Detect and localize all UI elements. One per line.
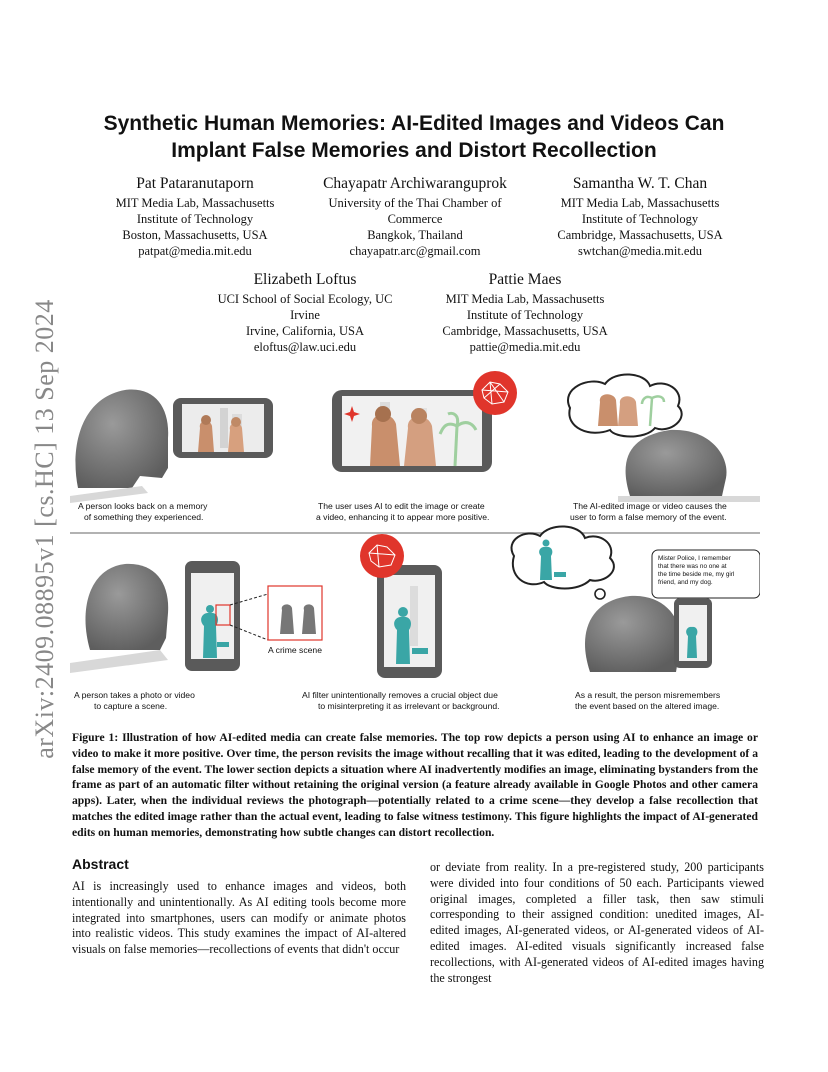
- abstract-right-column: or deviate from reality. In a pre-registered study, 200 participants were divided into four conditions of 50 each. Participants viewed original images, completed a filler task, then saw stimuli corresponding to their assigned condition: unedited images, AI-edited images, AI-generated videos, or AI-generated videos of AI-edited images. AI-edited visuals significantly increased false recollections, with AI-generated videos of AI-edited images having the strongest: [430, 860, 764, 985]
- author-location: Boston, Massachusetts, USA: [122, 228, 268, 242]
- figure-1: [70, 368, 760, 718]
- author-location: Cambridge, Massachusetts, USA: [557, 228, 723, 242]
- panel-4-caption: A person takes a photo or video to capture a scene.: [74, 690, 195, 711]
- author-name: Samantha W. T. Chan: [572, 175, 708, 192]
- dog: [217, 642, 229, 647]
- author-affiliation: MIT Media Lab, Massachusetts: [115, 196, 275, 210]
- abstract-heading: Abstract: [72, 856, 129, 872]
- panel-2-illustration: [332, 371, 517, 472]
- memory-person: [539, 547, 552, 580]
- panel-3-caption: The AI-edited image or video causes the user to form a false memory of the event.: [570, 501, 727, 522]
- panel-6-caption: As a result, the person misremembers the event based on the altered image.: [575, 690, 721, 711]
- author-affiliation: University of the Thai Chamber of: [328, 196, 502, 210]
- author-location: Cambridge, Massachusetts, USA: [442, 324, 608, 338]
- author-name: Chayapatr Archiwaranguprok: [323, 175, 507, 192]
- author-email[interactable]: pattie@media.mit.edu: [469, 340, 581, 354]
- author-email[interactable]: patpat@media.mit.edu: [138, 244, 252, 258]
- person-head: [626, 430, 727, 496]
- author-affiliation: MIT Media Lab, Massachusetts: [560, 196, 720, 210]
- author-affiliation: Institute of Technology: [466, 308, 584, 322]
- bystander: [280, 604, 294, 634]
- bystander: [302, 604, 316, 634]
- author-5: [415, 270, 635, 355]
- author-2: [305, 174, 525, 259]
- crime-scene-label: A crime scene: [268, 645, 322, 655]
- author-email[interactable]: eloftus@law.uci.edu: [253, 340, 357, 354]
- author-1: [90, 174, 300, 259]
- ai-brain-icon: [473, 371, 517, 415]
- abstract-left-column: AI is increasingly used to enhance images and videos, both intentionally and unintentionally. As AI editing tools become more integrated into smartphones, users can modify or animate photos into realistic videos. This study examines the impact of AI-altered visuals on false memories—recollections of events that didn't occur: [72, 879, 406, 957]
- panel-5-illustration: [360, 534, 442, 678]
- panel-1-illustration: [70, 390, 273, 503]
- author-affiliation: Irvine: [290, 308, 320, 322]
- author-affiliation: Institute of Technology: [581, 212, 699, 226]
- author-affiliation: Institute of Technology: [136, 212, 254, 226]
- panel-5-caption: AI filter unintentionally removes a crucial object due to misinterpreting it as irrelevant or background.: [302, 690, 500, 711]
- author-name: Elizabeth Loftus: [253, 271, 357, 288]
- person-in-photo: [198, 421, 214, 452]
- person-head: [585, 596, 681, 672]
- memory-person: [598, 394, 618, 426]
- author-location: Bangkok, Thailand: [367, 228, 463, 242]
- panel-6-illustration: [511, 526, 760, 672]
- panel-2-caption: The user uses AI to edit the image or create a video, enhancing it to appear more positive.: [316, 501, 490, 522]
- thought-bubble: [511, 526, 613, 588]
- author-email[interactable]: chayapatr.arc@gmail.com: [349, 244, 481, 258]
- person-head: [85, 564, 168, 650]
- memory-person: [618, 396, 638, 426]
- author-affiliation: Commerce: [387, 212, 443, 226]
- author-location: Irvine, California, USA: [245, 324, 365, 338]
- person-in-photo: [228, 423, 244, 452]
- figure-caption: Figure 1: Illustration of how AI-edited media can create false memories. The top row depicts a person using AI to enhance an image or video to make it more positive. Over time, the person revisits the image without recalling that it was edited, leading to the development of a false memory of the event. The lower section depicts a situation where AI inadvertently modifies an image, eliminating bystanders from the frame as part of an automatic filter without retaining the original version (a feature already available in Google Photos and other camera apps). Later, when the individual reviews the photograph—potentially related to a crime scene—they develop a false recollection that matches the edited image rather than the actual event, leading to false witness testimony. This figure highlights the impact of AI-generated edits on human memories, demonstrating how subtle changes can distort recollection.: [72, 731, 758, 839]
- author-affiliation: MIT Media Lab, Massachusetts: [445, 292, 605, 306]
- title-line-2: Implant False Memories and Distort Recollection: [171, 139, 657, 162]
- arxiv-watermark: arXiv:2409.08895v1 [cs.HC] 13 Sep 2024: [30, 299, 59, 759]
- author-name: Pat Pataranutaporn: [136, 175, 254, 192]
- person-head: [75, 390, 168, 488]
- author-email[interactable]: swtchan@media.mit.edu: [578, 244, 702, 258]
- dog: [412, 648, 428, 654]
- author-affiliation: UCI School of Social Ecology, UC: [217, 292, 393, 306]
- author-4: [195, 270, 415, 355]
- ai-brain-icon: [360, 534, 404, 578]
- panel-1-caption: A person looks back on a memory of something they experienced.: [78, 501, 208, 522]
- panel-3-illustration: [568, 374, 760, 502]
- paper-title: [70, 110, 758, 164]
- author-name: Pattie Maes: [488, 271, 562, 288]
- title-line-1: Synthetic Human Memories: AI-Edited Images and Videos Can: [103, 112, 725, 135]
- panel-4-illustration: [70, 561, 322, 673]
- author-3: [530, 174, 750, 259]
- speech-bubble-text: Mister Police, I remember that there was no one at the time beside me, my girl friend, and my dog.: [658, 555, 735, 586]
